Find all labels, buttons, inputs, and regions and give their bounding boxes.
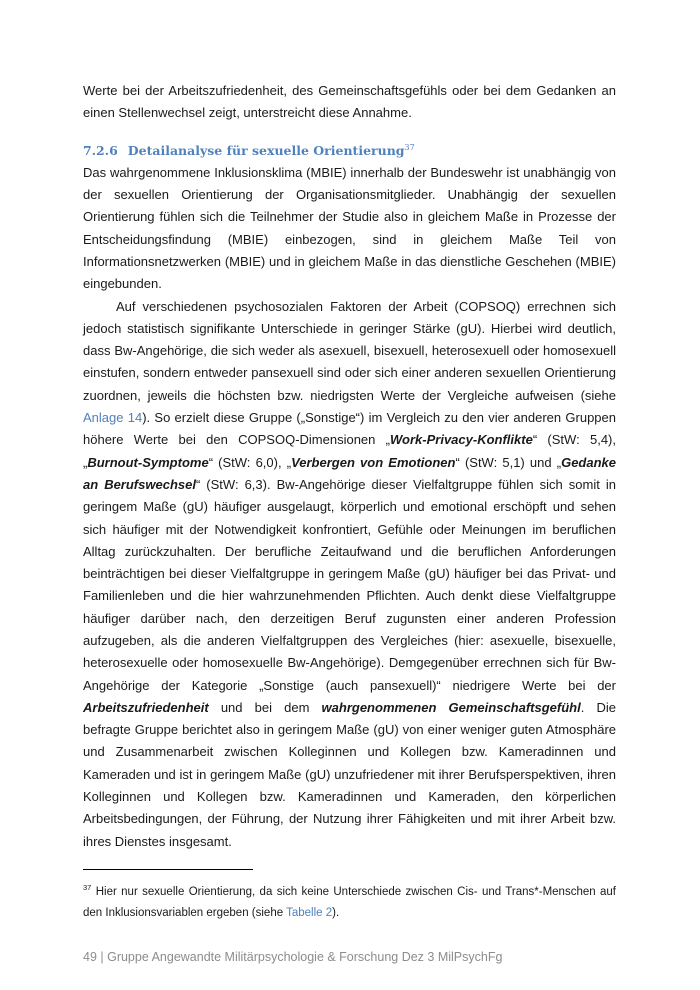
section-title: Detailanalyse für sexuelle Orientierung [127, 142, 405, 158]
footnote-text-end: ). [332, 906, 340, 919]
footnote-mark: 37 [83, 883, 92, 892]
section-heading [83, 139, 616, 160]
p2-text-8: . Die befragte Gruppe berichtet also in geringem Maße (gU) von einer weniger guten Atmosphäre und Zusammenarbeit zwischen Kolleginnen und Kollegen bzw. Kameradinnen und Kameraden und ist in geringem Maße (gU) unzufriedener mit ihrer Berufsperspektiven, ihren Kolleginnen und Kollegen bzw. Kameradinnen und Kameraden, den körperlichen Arbeitsbedingungen, der Führung, der Nutzung ihrer Fähigkeiten und mit ihrer Arbeit bzw. ihres Dienstes insgesamt. [83, 699, 616, 849]
paragraph-1: Das wahrgenommene Inklusionsklima (MBIE) innerhalb der Bundeswehr ist unabhängig von der sexuellen Orientierung der Organisationsmitglieder. Unabhängig der sexuellen Orientierung fühlen sich die Teilnehmer der Studie also in gleichem Maße in Prozesse der Entscheidungsfindung (MBIE) einbezogen, sind in gleichem Maße Teil von Informationsnetzwerken (MBIE) und in gleichem Maße in das dienstliche Geschehen (MBIE) eingebunden. [83, 164, 616, 292]
term-gemeinschaftsgefuehl: wahrgenommenen Gemeinschaftsgefühl [321, 699, 581, 715]
page-body [83, 80, 616, 853]
footnote-text: Hier nur sexuelle Orientierung, da sich keine Unterschiede zwischen Cis- und Trans*-Menschen auf den Inklusionsvariablen ergeben (siehe [83, 885, 616, 919]
tabelle-link[interactable]: Tabelle 2 [286, 906, 333, 919]
p2-text-3: “ (StW: 5,4), „ [83, 432, 616, 470]
term-berufswechsel: Gedanke an Berufswechsel [83, 454, 616, 492]
footnote-divider [83, 869, 253, 870]
term-verbergen: Verbergen von Emotionen [291, 454, 456, 470]
intro-paragraph: Werte bei der Arbeitszufriedenheit, des Gemeinschaftsgefühls oder bei dem Gedanken an einen Stellenwechsel zeigt, unterstreicht diese Annahme. [83, 83, 616, 121]
anlage-link[interactable]: Anlage 14 [83, 410, 143, 426]
page-footer: 49 | Gruppe Angewandte Militärpsychologie & Forschung Dez 3 MilPsychFg [83, 950, 503, 964]
term-work-privacy: Work-Privacy-Konflikte [390, 432, 533, 448]
term-arbeitszufriedenheit: Arbeitszufriedenheit [83, 699, 209, 715]
p2-text-6: “ (StW: 6,3). Bw-Angehörige dieser Vielfaltgruppe fühlen sich somit in geringem Maße (gU) häufiger ausgelaugt, körperlich und emotional erschöpft und sehen sich häufiger mit der Notwendigkeit konfrontiert, Gefühle oder Meinungen im beruflichen Alltag zurückzuhalten. Der berufliche Zeitaufwand und die beruflichen Anforderungen beinträchtigen bei dieser Vielfaltgruppe in geringem Maße (gU) häufiger bei das Privat- und Familienleben und die hier wahrzunehmenden Pflichten. Auch denkt diese Vielfaltgruppe häufiger darüber nach, den derzeitigen Beruf zugunsten einer anderen Profession aufzugeben, als die anderen Vielfaltgruppen des Vergleiches (hier: asexuelle, bisexuelle, heterosexuelle oder homosexuelle Bw-Angehörige). Demgegenüber errechnen sich für Bw-Angehörige der Kategorie „Sonstige (auch pansexuell)“ niedrigere Werte bei der [83, 476, 616, 693]
p2-text-1: Auf verschiedenen psychosozialen Faktoren der Arbeit (COPSOQ) errechnen sich jedoch statistisch signifikante Unterschiede in geringer Stärke (gU). Hierbei wird deutlich, dass Bw-Angehörige, die sich weder als asexuell, bisexuell, heterosexuell oder homosexuell einstufen, sondern entweder pansexuell sind oder sich einer anderen sexuellen Orientierung zuordnen, jeweils die höchsten bzw. niedrigsten Werte der Vergleiche aufweisen (siehe [83, 298, 616, 403]
p2-text-7: und bei dem [208, 699, 322, 715]
footnote [83, 877, 616, 924]
section-number: 7.2.6 [83, 142, 118, 158]
p2-text-2: ). So erzielt diese Gruppe („Sonstige“) im Vergleich zu den vier anderen Gruppen höhere Werte bei den COPSOQ-Dimensionen „ [83, 410, 616, 448]
term-burnout: Burnout-Symptome [87, 454, 209, 470]
p2-text-4: “ (StW: 6,0), „ [208, 454, 292, 470]
paragraph-2 [83, 296, 616, 853]
footnote-ref[interactable]: 37 [404, 142, 415, 152]
p2-text-5: “ (StW: 5,1) und „ [455, 454, 562, 470]
